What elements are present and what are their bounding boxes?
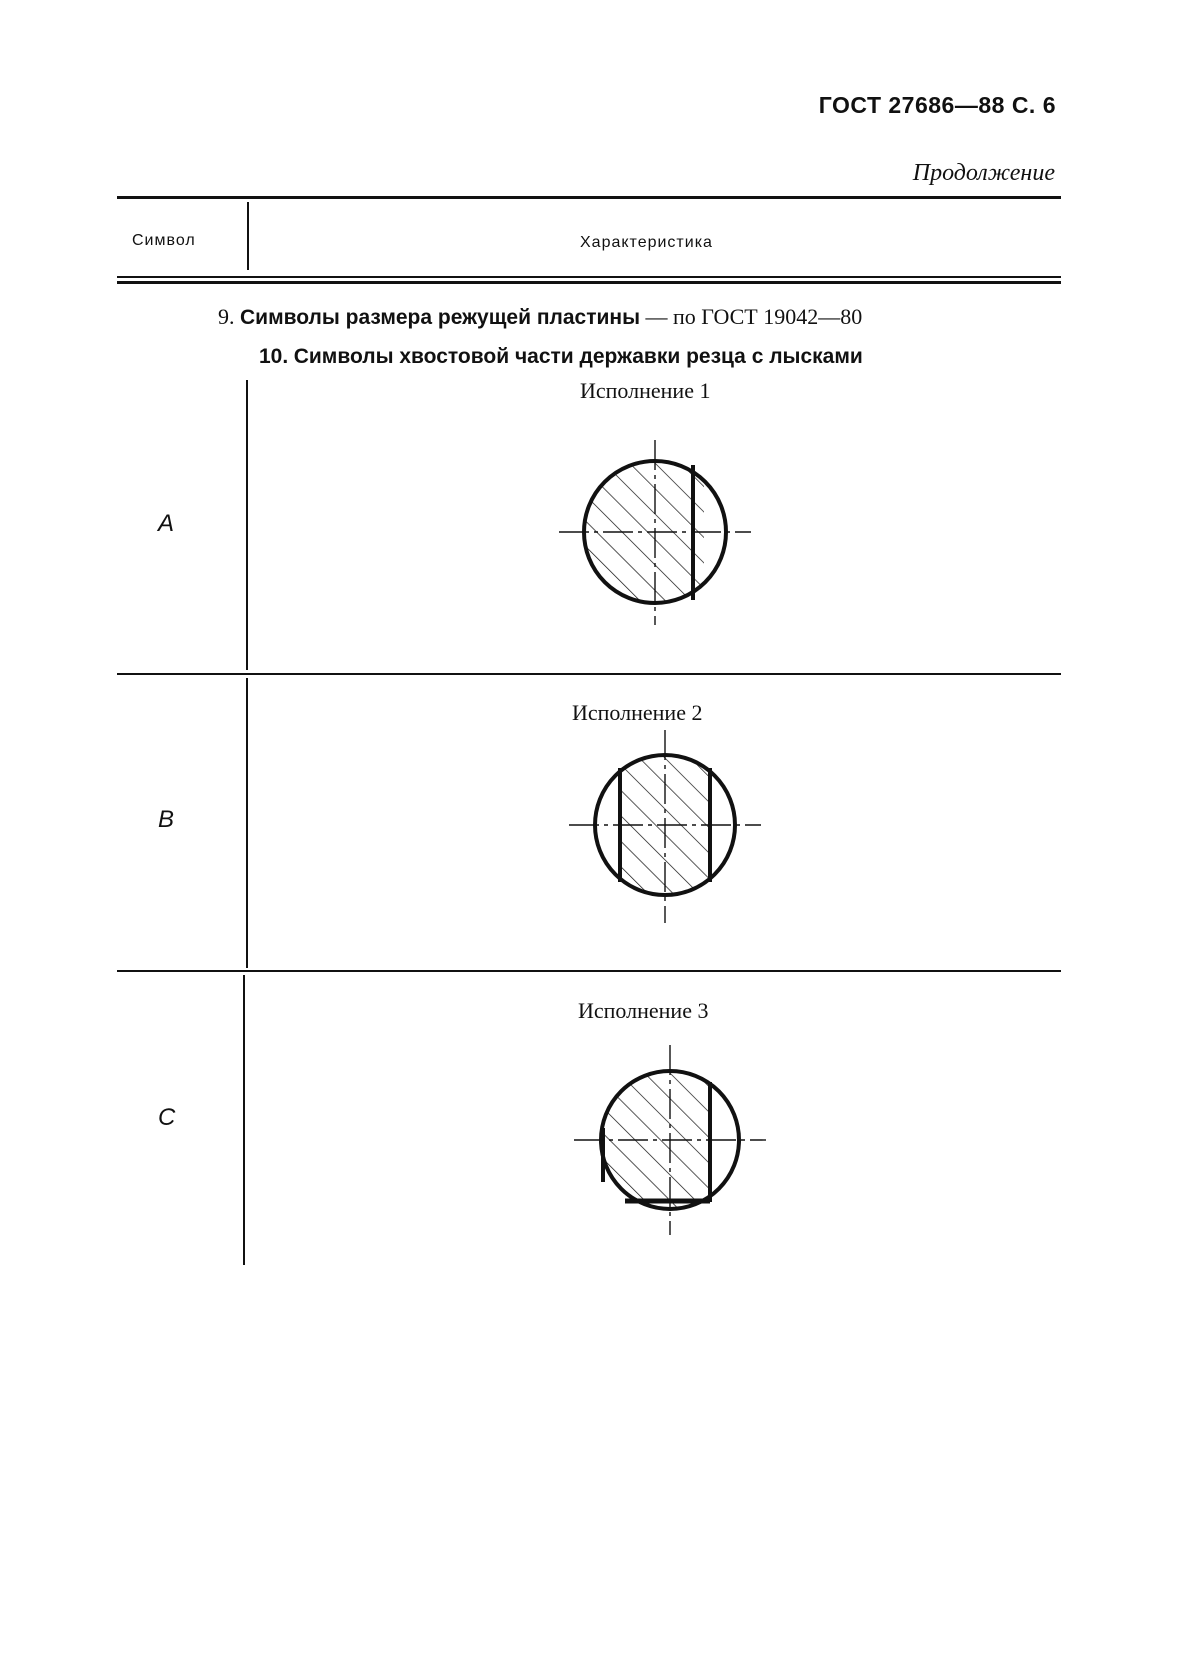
note-item-9-title: Символы размера режущей пластины (240, 306, 641, 329)
table-top-rule (117, 196, 1061, 199)
continuation-label: Продолжение (912, 160, 1055, 186)
variant-3-label: Исполнение 3 (578, 998, 709, 1023)
variant-2-label: Исполнение 2 (572, 700, 703, 725)
document-reference: ГОСТ 27686—88 С. 6 (818, 92, 1056, 118)
row-separator-1 (117, 673, 1061, 675)
row-c-column-divider (243, 975, 245, 1265)
column-header-characteristic: Характеристика (580, 234, 713, 251)
row-b-column-divider (246, 678, 248, 968)
variant-2-cross-section (565, 735, 765, 925)
note-item-10 (259, 343, 863, 369)
variant-3-cross-section (570, 1050, 770, 1240)
header-double-rule-top (117, 276, 1061, 278)
symbol-a: A (158, 510, 175, 537)
note-item-9 (218, 304, 862, 330)
variant-1-label: Исполнение 1 (580, 378, 711, 403)
symbol-b: B (158, 806, 175, 833)
note-item-9-reference: — по ГОСТ 19042—80 (645, 304, 863, 329)
row-a-column-divider (246, 380, 248, 670)
note-item-9-number: 9. (218, 304, 235, 329)
column-header-symbol: Символ (132, 232, 196, 249)
note-item-10-title: Символы хвостовой части державки резца с лысками (293, 345, 863, 368)
row-separator-2 (117, 970, 1061, 972)
header-double-rule-bottom (117, 281, 1061, 284)
note-item-10-number: 10. (259, 345, 289, 368)
header-column-divider (247, 202, 249, 270)
symbol-c: C (158, 1104, 176, 1131)
variant-1-cross-section (555, 440, 755, 630)
